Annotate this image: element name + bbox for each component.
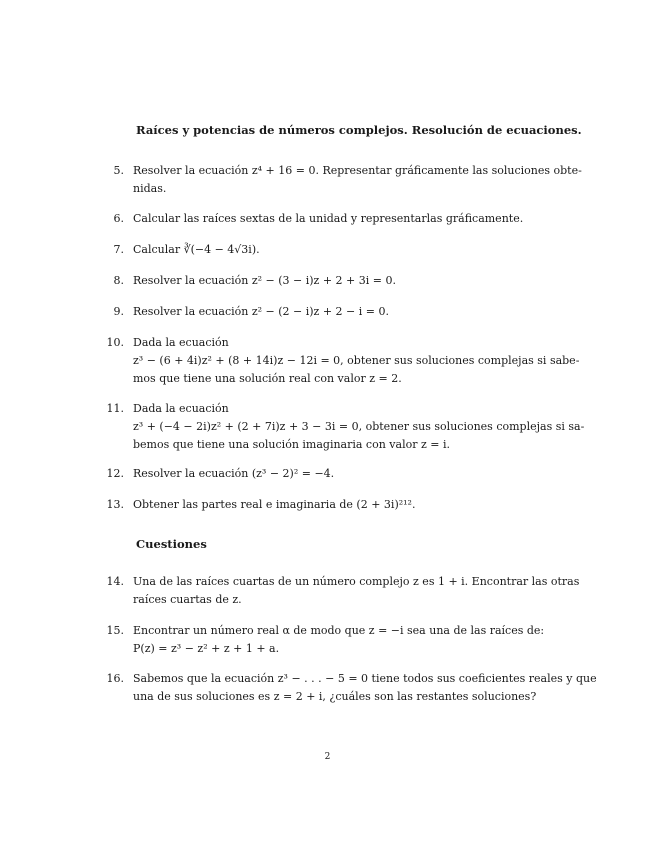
item-number: 12. xyxy=(106,467,124,480)
item-number: 11. xyxy=(106,402,124,415)
item-text: Dada la ecuación xyxy=(133,402,229,415)
item-text: Obtener las partes real e imaginaria de (2 + 3i)²¹². xyxy=(133,498,416,511)
item-text: Sabemos que la ecuación z³ − . . . − 5 = 0 tiene todos sus coeficientes reales y que xyxy=(133,672,597,685)
section-title: Cuestiones xyxy=(136,537,207,551)
page-number: 2 xyxy=(324,752,331,762)
item-text: P(z) = z³ − z² + z + 1 + a. xyxy=(133,642,280,655)
item-number: 9. xyxy=(113,305,124,318)
item-number: 8. xyxy=(113,274,124,287)
item-number: 13. xyxy=(106,498,124,511)
item-number: 10. xyxy=(106,336,124,349)
item-text: Dada la ecuación xyxy=(133,336,229,349)
item-text: nidas. xyxy=(133,182,167,195)
item-text: z³ + (−4 − 2i)z² + (2 + 7i)z + 3 − 3i = 0, obtener sus soluciones complejas si sa- xyxy=(133,420,585,433)
item-text: Resolver la ecuación z² − (2 − i)z + 2 − i = 0. xyxy=(133,305,389,318)
item-number: 16. xyxy=(106,672,124,685)
item-text: Encontrar un número real α de modo que z = −i sea una de las raíces de: xyxy=(133,624,545,637)
item-number: 5. xyxy=(113,164,124,177)
item-text: Resolver la ecuación z² − (3 − i)z + 2 + 3i = 0. xyxy=(133,274,396,287)
item-number: 15. xyxy=(106,624,124,637)
item-text: z³ − (6 + 4i)z² + (8 + 14i)z − 12i = 0, obtener sus soluciones complejas si sabe- xyxy=(133,354,580,367)
item-number: 6. xyxy=(113,212,124,225)
item-text: Resolver la ecuación (z³ − 2)² = −4. xyxy=(133,467,335,480)
item-text: bemos que tiene una solución imaginaria con valor z = i. xyxy=(133,438,450,451)
item-number: 14. xyxy=(106,575,124,588)
item-text: una de sus soluciones es z = 2 + i, ¿cuáles son las restantes soluciones? xyxy=(133,690,537,703)
item-text: Resolver la ecuación z⁴ + 16 = 0. Representar gráficamente las soluciones obte- xyxy=(133,164,582,177)
item-text: Calcular las raíces sextas de la unidad y representarlas gráficamente. xyxy=(133,212,524,225)
item-text: raíces cuartas de z. xyxy=(133,593,242,606)
item-text: Calcular ∛(−4 − 4√3i). xyxy=(133,243,260,256)
item-text: mos que tiene una solución real con valor z = 2. xyxy=(133,372,402,385)
item-text: Una de las raíces cuartas de un número complejo z es 1 + i. Encontrar las otras xyxy=(133,575,580,588)
item-number: 7. xyxy=(113,243,124,256)
page-title: Raíces y potencias de números complejos. Resolución de ecuaciones. xyxy=(136,123,582,137)
